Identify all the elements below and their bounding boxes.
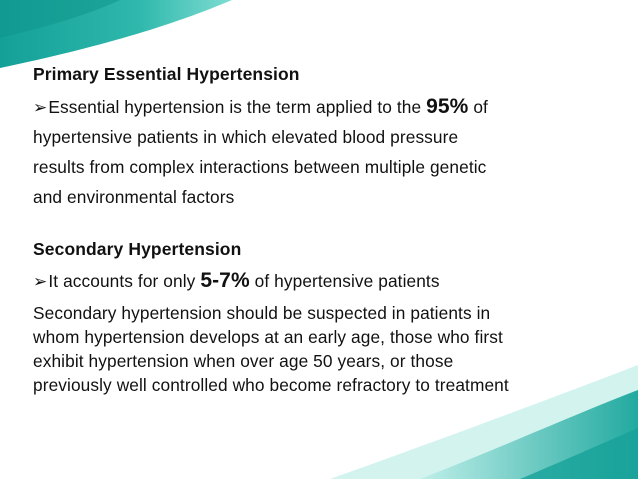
primary-percentage: 95% bbox=[426, 95, 469, 118]
secondary-text-line: previously well controlled who become refractory to treatment bbox=[33, 375, 509, 395]
primary-text-line: results from complex interactions between multiple genetic bbox=[33, 157, 487, 177]
secondary-bullet bbox=[33, 270, 440, 293]
primary-heading: Primary Essential Hypertension bbox=[33, 64, 300, 84]
primary-bullet-suffix: of bbox=[468, 97, 488, 117]
secondary-percentage: 5-7% bbox=[200, 269, 250, 292]
secondary-heading: Secondary Hypertension bbox=[33, 239, 242, 259]
primary-text-line: hypertensive patients in which elevated blood pressure bbox=[33, 127, 459, 147]
secondary-bullet-suffix: of hypertensive patients bbox=[249, 271, 440, 291]
secondary-bullet-prefix: It accounts for only bbox=[48, 271, 201, 291]
primary-bullet-prefix: Essential hypertension is the term applied to the bbox=[48, 97, 427, 117]
secondary-text-line: whom hypertension develops at an early age, those who first bbox=[33, 327, 503, 347]
secondary-text-line: Secondary hypertension should be suspected in patients in bbox=[33, 303, 491, 323]
bullet-arrow-icon: ➢ bbox=[33, 272, 48, 291]
bullet-arrow-icon: ➢ bbox=[33, 98, 48, 117]
primary-text-line: and environmental factors bbox=[33, 187, 235, 207]
secondary-text-line: exhibit hypertension when over age 50 years, or those bbox=[33, 351, 454, 371]
primary-bullet bbox=[33, 96, 488, 119]
